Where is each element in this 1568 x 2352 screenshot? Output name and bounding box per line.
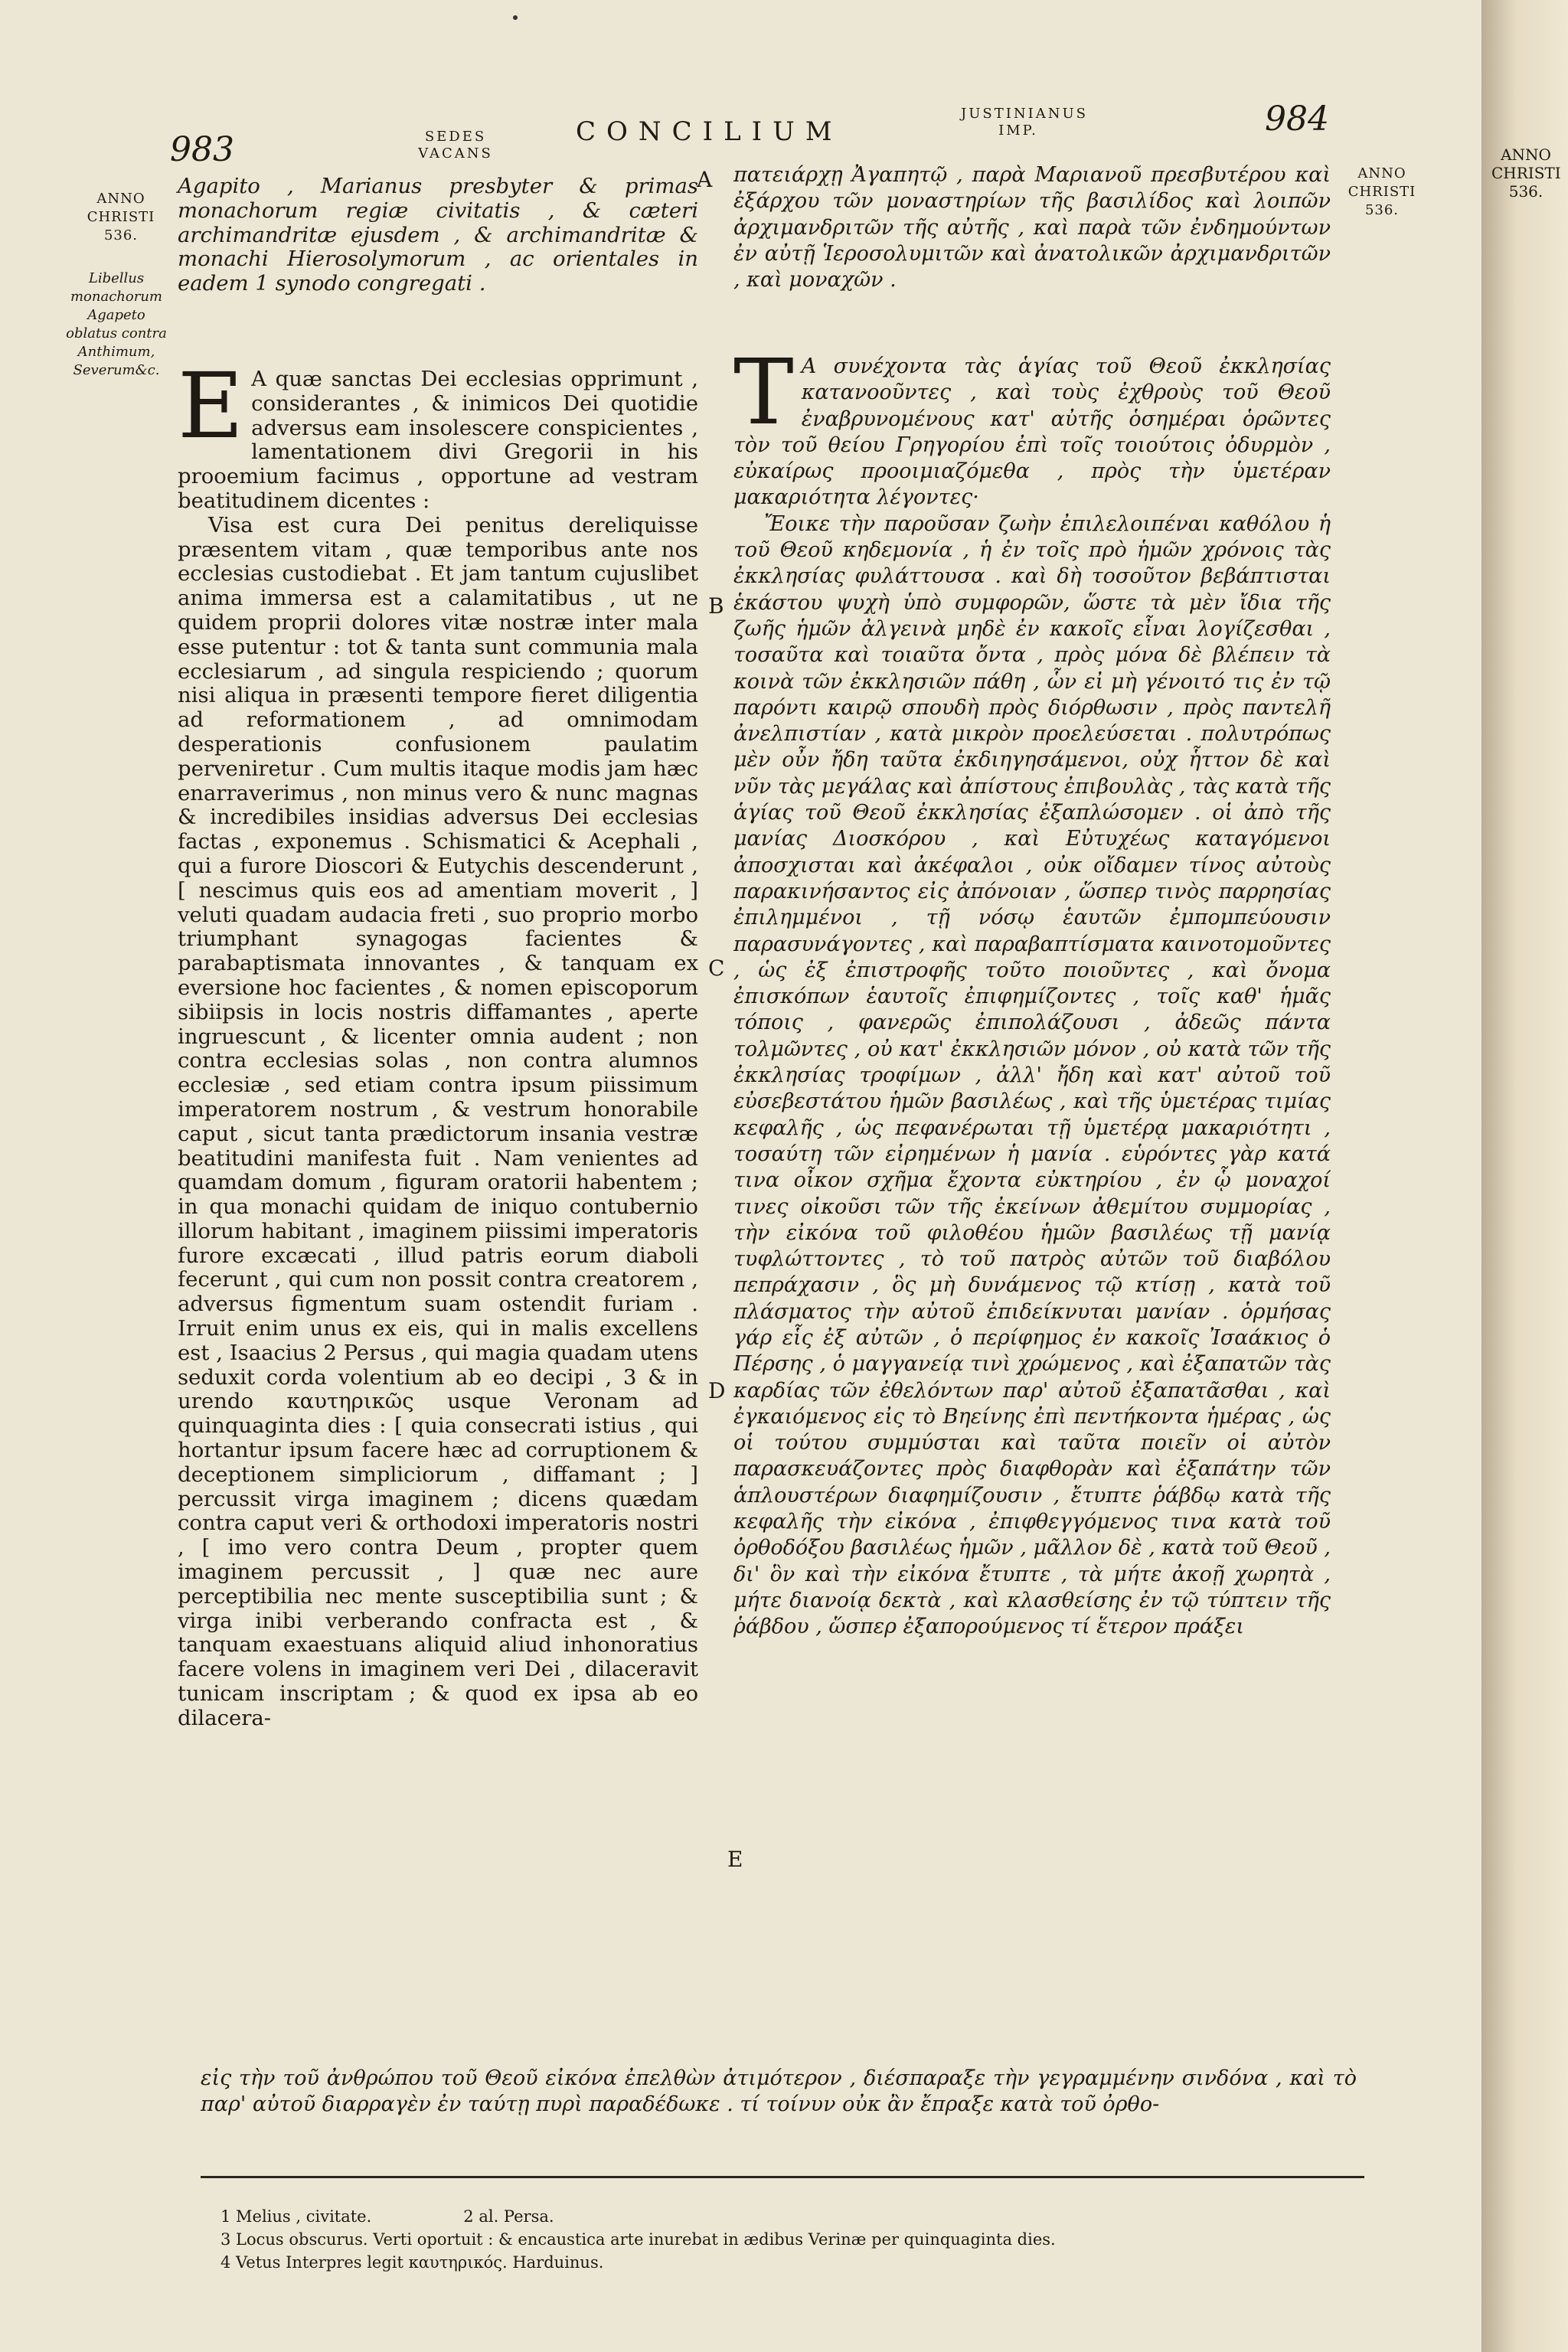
running-title: CONCILIUM xyxy=(576,116,843,147)
footnote-1: 1 Melius , civitate. xyxy=(220,2207,372,2226)
latin-dropcap: E xyxy=(178,368,244,459)
adjacent-page-edge xyxy=(1481,0,1568,2352)
left-margin-note: Libellus monachorum Agapeto oblatus contra Anthimum, Severum&c. xyxy=(66,270,167,378)
footnote-rule xyxy=(201,2176,1364,2178)
vacans-label: VACANS xyxy=(418,145,493,162)
right-margin-anno: ANNO CHRISTI 536. xyxy=(1348,165,1416,218)
justinianus-heading xyxy=(961,106,1088,139)
left-margin-anno: ANNO CHRISTI 536. xyxy=(87,191,155,243)
footnote-3: 3 Locus obscurus. Verti oportuit : & encaustica arte inurebat in ædibus Verinæ per quinquaginta dies. xyxy=(220,2230,1056,2249)
imp-label: IMP. xyxy=(998,122,1038,139)
section-letter-a: A xyxy=(697,167,713,192)
justinianus-label: JUSTINIANUS xyxy=(961,106,1088,122)
footnote-2: 2 al. Persa. xyxy=(463,2207,554,2226)
footnote-4: 4 Vetus Interpres legit καυτηρικός. Harduinus. xyxy=(220,2253,604,2272)
sedes-label: SEDES xyxy=(424,129,487,145)
greek-dropcap: Τ xyxy=(733,354,794,445)
section-letter-d: D xyxy=(708,1378,726,1403)
latin-paragraph-2: Visa est cura Dei penitus dereliquisse præsentem vitam , quæ temporibus ante nos ecclesias custodiebat . Et jam tantum cujuslibet anima immersa est a calamitatibus , ut ne quidem proprii dolores vitæ nostræ inter mala esse putentur : tot & tanta sunt communia mala ecclesiarum , ad singula respiciendo ; quorum nisi aliqua in præsenti tempore fieret diligentia ad reformationem , ad omnimodam desperationis confusionem paulatim perveniretur . Cum multis itaque modis jam hæc enarraverimus , non minus vero & nunc magnas & incredibiles insidias adversus Dei ecclesias factas , exponemus . Schismatici & Acephali , qui a furore Dioscori & Eutychis descenderunt , [ nescimus quis eos ad amentiam moverit , ] veluti quadam audacia freti , suo proprio morbo triumphant synagogas facientes & parabaptismata innovantes , & tanquam ex eversione hoc facientes , & nomen episcoporum sibiipsis in locis nostris diffamantes , aperte ingruescunt , & licenter omnia audent ; non contra ecclesias solas , non contra alumnos ecclesiæ , sed etiam contra ipsum piissimum imperatorem nostrum , & vestrum honorabile caput , sicut tanta prædictorum insania vestræ beatitudini manifesta fuit . Nam venientes ad quamdam domum , figuram oratorii habentem ; in qua monachi quidam de iniquo contubernio illorum habitant , imaginem piissimi imperatoris furore excæcati , illud patris eorum diaboli fecerunt , qui cum non possit contra creatorem , adversus figmentum suam ostendit furiam . Irruit enim unus ex eis, qui in malis excellens est , Isaacius 2 Persus , qui magia quadam utens seduxit corda volentium ab eo decipi , 3 & in urendo καυτηρικῶς usque Veronam ad quinquaginta dies : [ quia consecrati istius , qui hortantur ipsum facere hæc ad corruptionem & deceptionem simpliciorum , diffamant ; ] percussit virga imaginem ; dicens quædam contra caput veri & orthodoxi imperatoris nostri , [ imo vero contra Deum , propter quem imaginem percussit , ] quæ nec aure perceptibilia nec mente susceptibilia sunt ; & virga inibi verberando confracta est , & tanquam exaestuans aliquid aliud inhonoratius facere volens in imaginem veri Dei , dilaceravit tunicam inscriptam ; & quod ex ipsa ab eo dilacera- xyxy=(178,512,698,1730)
greek-address: πατειάρχῃ Ἀγαπητῷ , παρὰ Μαριανοῦ πρεσβυτέρου καὶ ἐξάρχου τῶν μοναστηρίων τῆς βασιλίδος καὶ λοιπῶν ἀρχιμανδριτῶν τῆς αὐτῆς , καὶ παρὰ τῶν ἐνδημούντων ἐν αὐτῇ Ἱεροσολυμιτῶν καὶ ἀνατολικῶν ἀρχιμανδριτῶν , καὶ μοναχῶν . xyxy=(733,163,1331,292)
adjacent-page-anno: ANNO CHRISTI 536. xyxy=(1491,145,1561,201)
right-page-number: 984 xyxy=(1265,100,1329,139)
section-letter-c: C xyxy=(708,956,725,981)
latin-paragraph-1-text: A quæ sanctas Dei ecclesias opprimunt , considerantes , & inimicos Dei quotidie adversus eam insolescere conspicientes , lamentationem divi Gregorii in his prooemium facimus , opportune ad vestram beatitudinem dicentes : xyxy=(178,368,698,513)
left-page-number: 983 xyxy=(170,130,234,169)
greek-paragraph-2: Ἔοικε τὴν παροῦσαν ζωὴν ἐπιλελοιπέναι καθόλου ἡ τοῦ Θεοῦ κηδεμονία , ἡ ἐν τοῖς πρὸ ἡμῶν χρόνοις τὰς ἐκκλησίας φυλάττουσα . καὶ δὴ τοσοῦτον βεβάπτισται ἑκάστου ψυχὴ ὑπὸ συμφορῶν, ὥστε τὰ μὲν ἴδια τῆς ζωῆς ἡμῶν ἀλγεινὰ μηδὲ ἐν κακοῖς εἶναι λογίζεσθαι , τοσαῦτα καὶ τοιαῦτα ὄντα , πρὸς μόνα δὲ βλέπειν τὰ κοινὰ τῶν ἐκκλησιῶν πάθη , ὧν εἰ μὴ γένοιτό τις ἐν τῷ παρόντι καιρῷ σπουδὴ πρὸς διόρθωσιν , πρὸς παντελῆ ἀνελπιστίαν , κατὰ μικρὸν προελεύσεται . πολυτρόπως μὲν οὖν ἤδη ταῦτα ἐκδιηγησάμενοι, οὐχ ἧττον δὲ καὶ νῦν τὰς μεγάλας καὶ ἀπίστους ἐπιβουλὰς , τὰς κατὰ τῆς ἁγίας τοῦ Θεοῦ ἐκκλησίας ἐξαπλώσομεν . οἱ ἀπὸ τῆς μανίας Διοσκόρου , καὶ Εὐτυχέως καταγόμενοι ἀποσχισται καὶ ἀκέφαλοι , οὐκ οἴδαμεν τίνος αὐτοὺς παρακινήσαντος εἰς ἀπόνοιαν , ὥσπερ τινὸς παρρησίας ἐπιλημμένοι , τῇ νόσῳ ἑαυτῶν ἐμπομπεύουσιν παρασυνάγοντες , καὶ παραβαπτίσματα καινοτομοῦντες , ὡς ἐξ ἐπιστροφῆς τοῦτο ποιοῦντες , καὶ ὄνομα ἐπισκόπων ἑαυτοῖς ἐπιφημίζοντες , τοῖς καθ' ἡμᾶς τόποις , φανερῶς ἐπιπολάζουσι , ἀδεῶς πάντα τολμῶντες , οὐ κατ' ἐκκλησιῶν μόνον , οὐ κατὰ τῶν τῆς ἐκκλησίας τροφίμων , ἀλλ' ἤδη καὶ κατ' αὐτοῦ τοῦ εὐσεβεστάτου ἡμῶν βασιλέως , καὶ τῆς ὑμετέρας τιμίας κεφαλῆς , ὡς πεφανέρωται τῇ ὑμετέρᾳ μακαριότητι , τοσαύτη τῶν εἰρημένων ἡ μανία . εὑρόντες γὰρ κατά τινα οἶκον σχῆμα ἔχοντα εὐκτηρίου , ἐν ᾧ μοναχοί τινες οἰκοῦσι τῶν τῆς ἐκείνων ἀθεμίτου συμμορίας , τὴν εἰκόνα τοῦ φιλοθέου ἡμῶν βασιλέως τῇ μανίᾳ τυφλώττοντες , τὸ τοῦ πατρὸς αὐτῶν τοῦ διαβόλου πεπράχασιν , ὃς μὴ δυνάμενος τῷ κτίσῃ , κατὰ τοῦ πλάσματος τὴν αὐτοῦ ἐπιδείκνυται μανίαν . ὁρμήσας γάρ εἷς ἐξ αὐτῶν , ὁ περίφημος ἐν κακοῖς Ἰσαάκιος ὁ Πέρσης , ὁ μαγγανείᾳ τινὶ χρώμενος , καὶ ἐξαπατῶν τὰς καρδίας τῶν ἐθελόντων παρ' αὐτοῦ ἐξαπατᾶσθαι , καὶ ἐγκαιόμενος εἰς τὸ Βηείνης ἐπὶ πεντήκοντα ἡμέρας , ὡς οἱ τούτου συμμύσται καὶ ταῦτα ποιεῖν οἱ αὐτὸν παρασκευάζοντες πρὸς διαφθορὰν καὶ ἐξαπάτην τῶν ἁπλουστέρων διαφημίζουσιν , ἔτυπτε ῥάβδῳ κατὰ τῆς κεφαλῆς τὴν εἰκόνα , ἐπιφθεγγόμενος τινα κατὰ τοῦ ὀρθοδόξου βασιλέως ἡμῶν , μᾶλλον δὲ , κατὰ τοῦ Θεοῦ , δι' ὃν καὶ τὴν εἰκόνα ἔτυπτε , τὰ μήτε ἀκοῇ χωρητὰ , μήτε διανοίᾳ δεκτὰ , καὶ κλασθείσης ἐν τῷ τύπτειν τῆς ῥάβδου , ὥσπερ ἐξαπορούμενος τί ἕτερον πράξει xyxy=(733,511,1331,1639)
greek-paragraph-1 xyxy=(733,354,1331,511)
greek-column xyxy=(733,354,1331,2053)
latin-paragraph-1 xyxy=(178,368,698,514)
greek-paragraph-1-text: Α συνέχοντα τὰς ἁγίας τοῦ Θεοῦ ἐκκλησίας κατανοοῦντες , καὶ τοὺς ἐχθροὺς τοῦ Θεοῦ ἐναβρυνομένους κατ' αὐτῆς ὁσημέραι ὁρῶντες τὸν τοῦ θείου Γρηγορίου ἐπὶ τοῖς τοιούτοις ὀδυρμὸν , εὐκαίρως προοιμιαζόμεθα , πρὸς τὴν ὑμετέραν μακαριότητα λέγοντες· xyxy=(733,354,1331,510)
footnotes xyxy=(220,2205,1369,2274)
section-letter-b: B xyxy=(708,593,724,619)
latin-column xyxy=(178,368,698,2034)
footnote-1-2 xyxy=(220,2205,1369,2228)
ink-dot xyxy=(513,15,518,20)
section-letter-e: E xyxy=(727,1847,743,1872)
sedes-vacans-heading xyxy=(413,129,498,162)
greek-tail-line: εἰς τὴν τοῦ ἀνθρώπου τοῦ Θεοῦ εἰκόνα ἐπελθὼν ἀτιμότερον , διέσπαραξε τὴν γεγραμμένην σινδόνα , καὶ τὸ παρ' αὐτοῦ διαρραγὲν ἐν ταύτῃ πυρὶ παραδέδωκε . τί τοίνυν οὐκ ἂν ἔπραξε κατὰ τοῦ ὀρθο- xyxy=(201,2066,1357,2117)
latin-address: Agapito , Marianus presbyter & primas monachorum regiæ civitatis , & cæteri archimandritæ ejusdem , & archimandritæ & monachi Hierosolymorum , ac orientales in eadem 1 synodo congregati . xyxy=(178,174,698,296)
